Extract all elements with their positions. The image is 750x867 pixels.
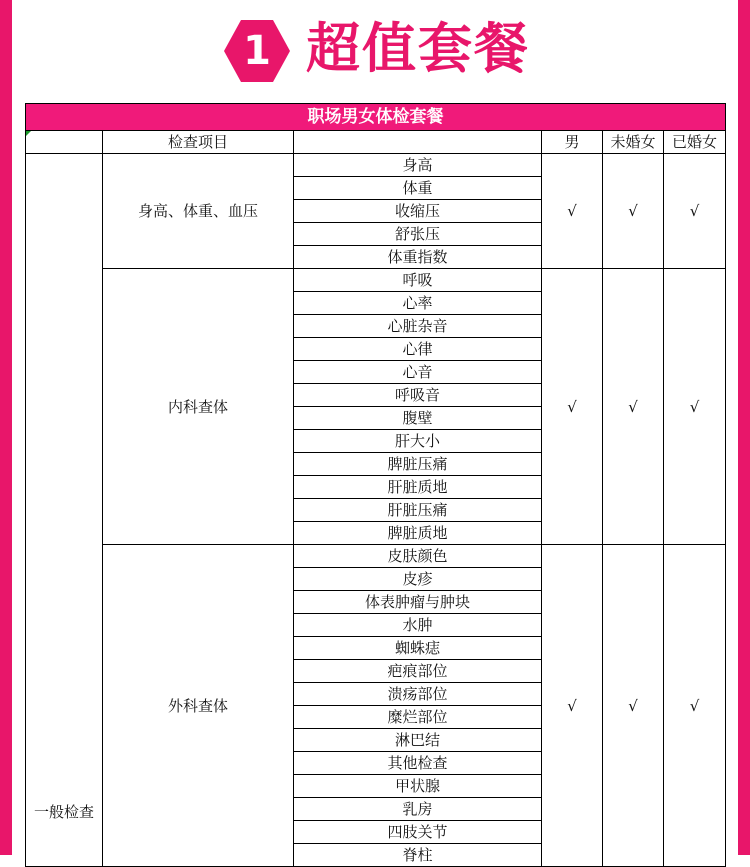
column-header-unmarried-female: 未婚女: [603, 131, 664, 154]
column-header-row: [26, 131, 726, 154]
subitem-cell: 体表肿瘤与肿块: [294, 591, 542, 614]
category-cell: 一般检查: [26, 154, 103, 867]
married-female-check-cell: √: [664, 154, 726, 269]
subitem-cell: 心率: [294, 292, 542, 315]
subitem-cell: 心音: [294, 361, 542, 384]
subitem-cell: 体重: [294, 177, 542, 200]
unmarried-female-check-cell: √: [603, 545, 664, 867]
married-female-check-cell: √: [664, 269, 726, 545]
subitem-cell: 肝大小: [294, 430, 542, 453]
subitem-cell: 呼吸音: [294, 384, 542, 407]
table-row: [26, 545, 726, 568]
subitem-cell: 溃疡部位: [294, 683, 542, 706]
corner-cell: [26, 131, 103, 154]
section-header: [0, 0, 750, 100]
subitem-cell: 身高: [294, 154, 542, 177]
left-accent-bar: [0, 0, 12, 855]
married-female-check-cell: √: [664, 545, 726, 867]
right-accent-bar: [738, 0, 750, 855]
column-header-male: 男: [542, 131, 603, 154]
male-check-cell: √: [542, 269, 603, 545]
subitem-cell: 水肿: [294, 614, 542, 637]
subitem-cell: 脾脏质地: [294, 522, 542, 545]
column-header-married-female: 已婚女: [664, 131, 726, 154]
column-header-subitem: [294, 131, 542, 154]
subitem-cell: 乳房: [294, 798, 542, 821]
subitem-cell: 皮肤颜色: [294, 545, 542, 568]
group-name-cell: 外科查体: [103, 545, 294, 867]
section-number: 1: [243, 28, 271, 74]
subitem-cell: 舒张压: [294, 223, 542, 246]
subitem-cell: 收缩压: [294, 200, 542, 223]
subitem-cell: 心脏杂音: [294, 315, 542, 338]
group-name-cell: 内科查体: [103, 269, 294, 545]
table-row: [26, 154, 726, 177]
subitem-cell: 脾脏压痛: [294, 453, 542, 476]
subitem-cell: 糜烂部位: [294, 706, 542, 729]
table-title-row: [26, 104, 726, 131]
group-name-cell: 身高、体重、血压: [103, 154, 294, 269]
subitem-cell: 肝脏质地: [294, 476, 542, 499]
unmarried-female-check-cell: √: [603, 154, 664, 269]
cell-marker-icon: [26, 131, 31, 136]
male-check-cell: √: [542, 154, 603, 269]
checkup-package-table: [25, 103, 726, 867]
subitem-cell: 蜘蛛痣: [294, 637, 542, 660]
subitem-cell: 皮疹: [294, 568, 542, 591]
subitem-cell: 肝脏压痛: [294, 499, 542, 522]
subitem-cell: 腹壁: [294, 407, 542, 430]
section-number-badge: [224, 20, 290, 82]
unmarried-female-check-cell: √: [603, 269, 664, 545]
table-title: 职场男女体检套餐: [26, 104, 726, 131]
subitem-cell: 呼吸: [294, 269, 542, 292]
subitem-cell: 淋巴结: [294, 729, 542, 752]
subitem-cell: 其他检查: [294, 752, 542, 775]
subitem-cell: 疤痕部位: [294, 660, 542, 683]
subitem-cell: 心律: [294, 338, 542, 361]
male-check-cell: √: [542, 545, 603, 867]
section-title: 超值套餐: [306, 17, 530, 80]
subitem-cell: 甲状腺: [294, 775, 542, 798]
subitem-cell: 脊柱: [294, 844, 542, 867]
subitem-cell: 四肢关节: [294, 821, 542, 844]
column-header-item: 检查项目: [103, 131, 294, 154]
table-row: [26, 269, 726, 292]
subitem-cell: 体重指数: [294, 246, 542, 269]
